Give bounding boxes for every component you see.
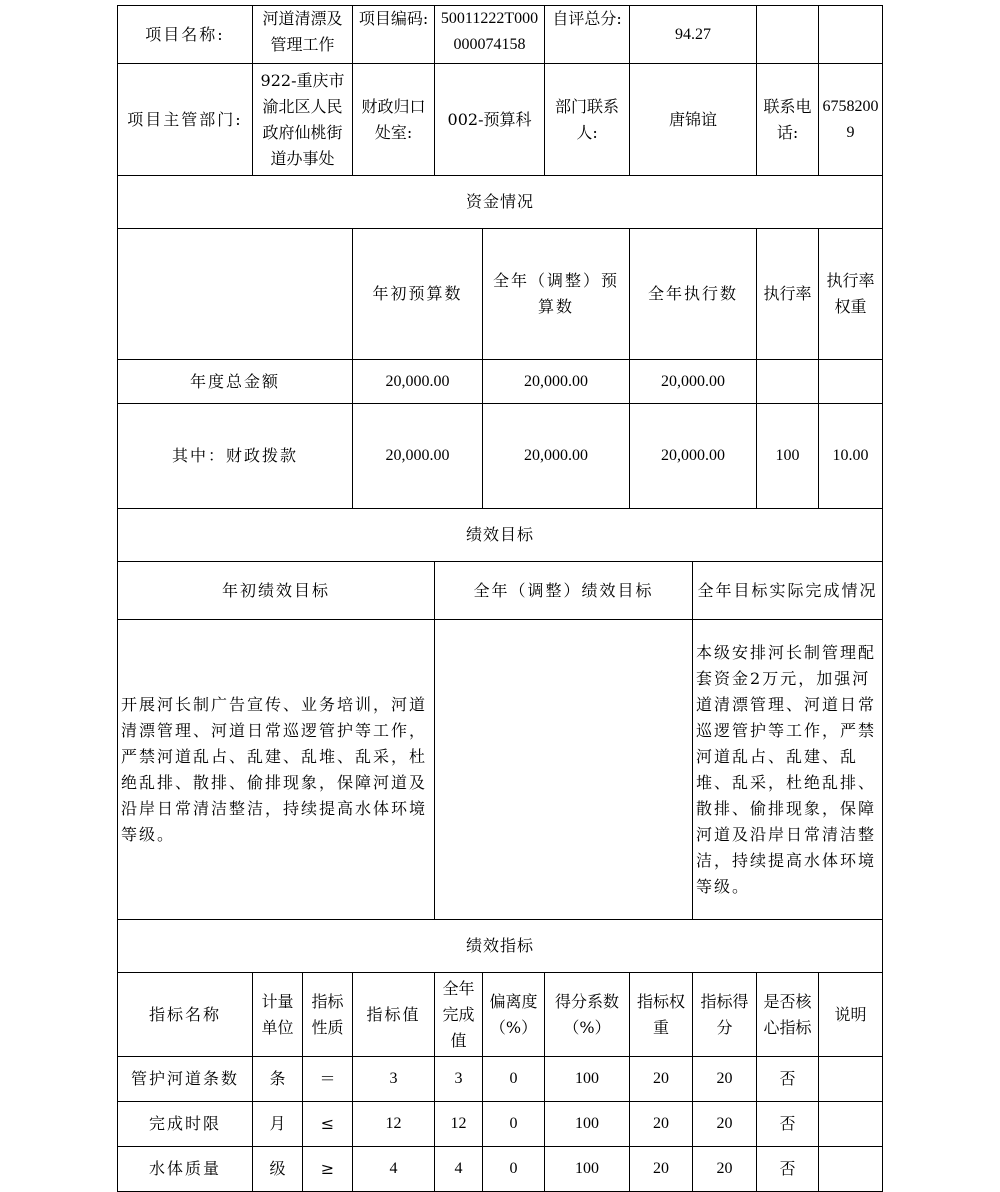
indicator-cell: 否 [757, 1057, 819, 1102]
funds-header-exec-weight: 执行率权重 [819, 229, 883, 360]
finance-office-label: 财政归口处室: [353, 64, 435, 176]
basic-info-row-1 [118, 6, 883, 64]
funds-row-label: 年度总金额 [118, 360, 353, 404]
indicator-cell: 20 [693, 1057, 757, 1102]
ind-header-coefficient: 得分系数（%） [545, 973, 630, 1057]
funds-cell: 20,000.00 [630, 360, 757, 404]
indicators-section-row [118, 920, 883, 973]
funds-header-row [118, 229, 883, 360]
goals-initial-text: 开展河长制广告宣传、业务培训，河道清漂管理、河道日常巡逻管护等工作，严禁河道乱占、乱建、乱堆、乱采，杜绝乱排、散排、偷排现象，保障河道及沿岸日常清洁整洁，持续提高水体环境等级。 [118, 620, 435, 920]
phone-label: 联系电话: [757, 64, 819, 176]
goals-content-row [118, 620, 883, 920]
indicator-row [118, 1102, 883, 1147]
goals-header-adjusted: 全年（调整）绩效目标 [435, 562, 693, 620]
indicator-cell: 20 [630, 1057, 693, 1102]
funds-row-fiscal [118, 404, 883, 509]
dept-label: 项目主管部门: [118, 64, 253, 176]
goals-header-initial: 年初绩效目标 [118, 562, 435, 620]
indicator-cell [819, 1102, 883, 1147]
indicators-section-title: 绩效指标 [118, 920, 883, 973]
ind-header-core: 是否核心指标 [757, 973, 819, 1057]
funds-section-row [118, 176, 883, 229]
indicator-cell: 3 [353, 1057, 435, 1102]
indicator-cell: 12 [353, 1102, 435, 1147]
indicator-cell [819, 1147, 883, 1192]
funds-cell: 10.00 [819, 404, 883, 509]
project-name-label: 项目名称: [118, 6, 253, 64]
ind-header-note: 说明 [819, 973, 883, 1057]
funds-header-adjusted-budget: 全年（调整）预算数 [483, 229, 630, 360]
project-code-value: 50011222T000000074158 [435, 6, 545, 64]
funds-header-initial-budget: 年初预算数 [353, 229, 483, 360]
indicator-cell: 完成时限 [118, 1102, 253, 1147]
ind-header-target: 指标值 [353, 973, 435, 1057]
funds-section-title: 资金情况 [118, 176, 883, 229]
indicator-cell: 3 [435, 1057, 483, 1102]
indicator-cell: 0 [483, 1147, 545, 1192]
empty-cell [118, 229, 353, 360]
funds-header-executed: 全年执行数 [630, 229, 757, 360]
indicator-cell: 0 [483, 1102, 545, 1147]
funds-cell: 20,000.00 [483, 360, 630, 404]
funds-cell [757, 360, 819, 404]
self-score-label: 自评总分: [545, 6, 630, 64]
indicator-row [118, 1057, 883, 1102]
ind-header-actual: 全年完成值 [435, 973, 483, 1057]
funds-cell: 20,000.00 [630, 404, 757, 509]
indicator-cell: 条 [253, 1057, 303, 1102]
empty-cell [757, 6, 819, 64]
goals-actual-text: 本级安排河长制管理配套资金2万元，加强河道清漂管理、河道日常巡逻管护等工作，严禁河道乱占、乱建、乱堆、乱采，杜绝乱排、散排、偷排现象，保障河道及沿岸日常清洁整洁，持续提高水体环境等级。 [693, 620, 883, 920]
indicator-cell: 0 [483, 1057, 545, 1102]
indicator-cell: 100 [545, 1102, 630, 1147]
indicator-cell: 20 [693, 1147, 757, 1192]
indicator-cell: 4 [353, 1147, 435, 1192]
indicators-header-row [118, 973, 883, 1057]
indicator-cell: 4 [435, 1147, 483, 1192]
ind-header-deviation: 偏离度（%） [483, 973, 545, 1057]
indicator-cell [819, 1057, 883, 1102]
funds-row-label: 其中：财政拨款 [118, 404, 353, 509]
goals-header-actual: 全年目标实际完成情况 [693, 562, 883, 620]
indicator-cell: 100 [545, 1147, 630, 1192]
funds-header-exec-rate: 执行率 [757, 229, 819, 360]
contact-person-value: 唐锦谊 [630, 64, 757, 176]
indicator-cell: 100 [545, 1057, 630, 1102]
funds-cell: 100 [757, 404, 819, 509]
funds-cell [819, 360, 883, 404]
funds-row-total [118, 360, 883, 404]
indicator-cell: 否 [757, 1147, 819, 1192]
goals-adjusted-text [435, 620, 693, 920]
performance-evaluation-table [117, 5, 883, 1192]
dept-value: 922-重庆市渝北区人民政府仙桃街道办事处 [253, 64, 353, 176]
goals-header-row [118, 562, 883, 620]
indicator-cell: ≤ [303, 1102, 353, 1147]
contact-person-label: 部门联系人: [545, 64, 630, 176]
indicator-cell: ＝ [303, 1057, 353, 1102]
indicator-row [118, 1147, 883, 1192]
indicator-cell: 月 [253, 1102, 303, 1147]
funds-cell: 20,000.00 [353, 404, 483, 509]
basic-info-row-2 [118, 64, 883, 176]
empty-cell [819, 6, 883, 64]
ind-header-unit: 计量单位 [253, 973, 303, 1057]
indicator-cell: 20 [630, 1147, 693, 1192]
indicator-cell: 20 [630, 1102, 693, 1147]
indicator-cell: 12 [435, 1102, 483, 1147]
indicator-cell: ≥ [303, 1147, 353, 1192]
goals-section-title: 绩效目标 [118, 509, 883, 562]
self-score-value: 94.27 [630, 6, 757, 64]
indicator-cell: 管护河道条数 [118, 1057, 253, 1102]
project-code-label: 项目编码: [353, 6, 435, 64]
indicator-cell: 级 [253, 1147, 303, 1192]
ind-header-weight: 指标权重 [630, 973, 693, 1057]
goals-section-row [118, 509, 883, 562]
indicator-cell: 20 [693, 1102, 757, 1147]
ind-header-name: 指标名称 [118, 973, 253, 1057]
funds-cell: 20,000.00 [353, 360, 483, 404]
funds-cell: 20,000.00 [483, 404, 630, 509]
ind-header-nature: 指标性质 [303, 973, 353, 1057]
indicator-cell: 水体质量 [118, 1147, 253, 1192]
finance-office-value: 002-预算科 [435, 64, 545, 176]
ind-header-score: 指标得分 [693, 973, 757, 1057]
indicator-cell: 否 [757, 1102, 819, 1147]
phone-value: 67582009 [819, 64, 883, 176]
project-name-value: 河道清漂及管理工作 [253, 6, 353, 64]
